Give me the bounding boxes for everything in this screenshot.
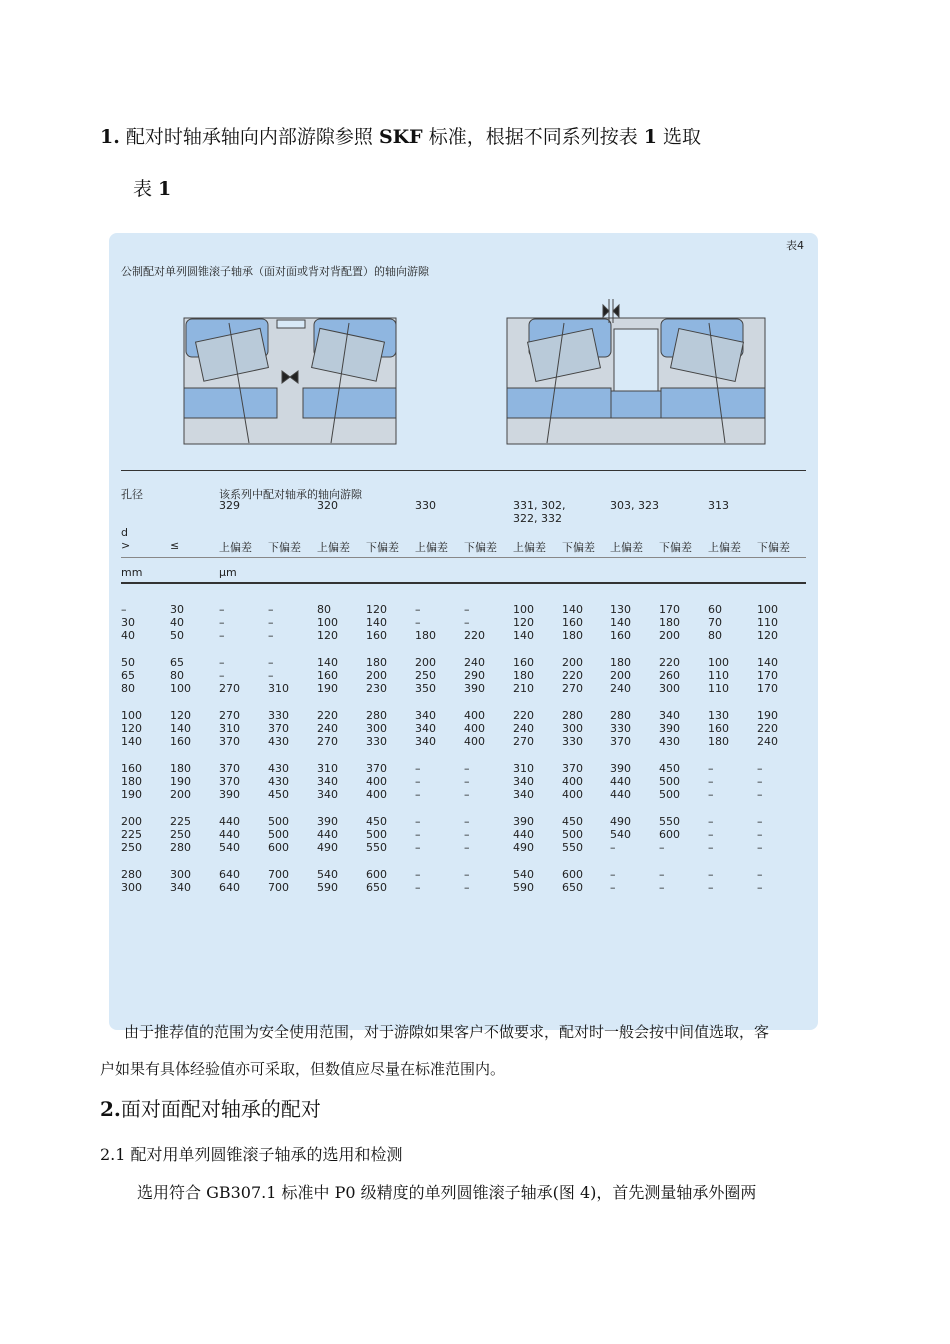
table-cell-group: 280 330 370: [610, 709, 631, 749]
lower-header: 下偏差: [562, 541, 595, 554]
table-cell-group: 200 250 350: [415, 656, 436, 696]
series-header: 331, 302,: [513, 499, 566, 512]
table-cell-group: 540 590: [513, 868, 534, 895]
table-cell-group: – – –: [757, 815, 763, 855]
table-cell-group: 100 110 110: [708, 656, 729, 696]
table-cell-group: 300 340: [170, 868, 191, 895]
series-header: 320: [317, 499, 338, 512]
subsection-heading: 2.1 配对用单列圆锥滚子轴承的选用和检测: [100, 1145, 403, 1164]
series-header: 330: [415, 499, 436, 512]
table-cell-group: 640 640: [219, 868, 240, 895]
table-cell-group: 30 40 50: [170, 603, 184, 643]
table-cell-group: – – 220: [464, 603, 485, 643]
table-cell-group: – – –: [415, 762, 421, 802]
table-cell-group: 330 370 430: [268, 709, 289, 749]
table-cell-group: 310 340 340: [317, 762, 338, 802]
upper-header: 上偏差: [610, 541, 643, 554]
lower-header: 下偏差: [268, 541, 301, 554]
table-cell-group: 450 500 550: [366, 815, 387, 855]
table-cell-group: – – –: [415, 815, 421, 855]
table-top-rule: [121, 470, 806, 471]
note-line-1: 由于推荐值的范围为安全使用范围，对于游隙如果客户不做要求，配对时一般会按中间值选取，客: [124, 1023, 770, 1041]
table-cell-group: 60 70 80: [708, 603, 722, 643]
header-divider: [121, 557, 806, 558]
clearance-group-header: 该系列中配对轴承的轴向游隙: [219, 488, 362, 501]
table-cell-group: 550 600 –: [659, 815, 680, 855]
table-cell-group: 270 310 370: [219, 709, 240, 749]
table-cell-group: 280 300: [121, 868, 142, 895]
table-cell-group: 430 430 450: [268, 762, 289, 802]
table-cell-group: 540 590: [317, 868, 338, 895]
table-cell-group: 490 540 –: [610, 815, 631, 855]
upper-header: 上偏差: [415, 541, 448, 554]
upper-header: 上偏差: [513, 541, 546, 554]
table-cell-group: 100 120 140: [121, 709, 142, 749]
table-cell-group: 80 100 120: [317, 603, 338, 643]
table-cell-group: 100 110 120: [757, 603, 778, 643]
section-heading-1: 1. 配对时轴承轴向内部游隙参照 SKF 标准，根据不同系列按表 1 选取: [100, 126, 702, 148]
table-caption: 表 1: [133, 178, 172, 200]
table-cell-group: 220 240 270: [513, 709, 534, 749]
table-cell-group: – – –: [464, 762, 470, 802]
table-cell-group: 700 700: [268, 868, 289, 895]
table-cell-group: – – –: [708, 815, 714, 855]
gt-header: >: [121, 539, 131, 552]
series-header: 322, 332: [513, 512, 562, 525]
table-cell-group: – – 310: [268, 656, 289, 696]
table-cell-group: 130 140 160: [610, 603, 631, 643]
table-cell-group: – –: [757, 868, 763, 895]
lower-header: 下偏差: [366, 541, 399, 554]
section-heading-2: 2.面对面配对轴承的配对: [100, 1097, 321, 1121]
series-header: 329: [219, 499, 240, 512]
upper-header: 上偏差: [219, 541, 252, 554]
table-cell-group: 120 140 160: [366, 603, 387, 643]
table-cell-group: 340 340 340: [415, 709, 436, 749]
bore-header: 孔径: [121, 488, 143, 501]
unit-mm: mm: [121, 566, 143, 579]
table-cell-group: 180 200 230: [366, 656, 387, 696]
table-cell-group: 140 170 170: [757, 656, 778, 696]
table-cell-group: 180 190 200: [170, 762, 191, 802]
table-cell-group: 370 370 390: [219, 762, 240, 802]
upper-header: 上偏差: [708, 541, 741, 554]
figure-tag: 表4: [786, 239, 804, 252]
table-cell-group: 50 65 80: [121, 656, 135, 696]
body-paragraph: 选用符合 GB307.1 标准中 P0 级精度的单列圆锥滚子轴承(图 4)，首先测量轴承外圈两: [137, 1183, 757, 1202]
table-cell-group: 600 650: [366, 868, 387, 895]
figure-title: 公制配对单列圆锥滚子轴承（面对面或背对背配置）的轴向游隙: [121, 265, 429, 278]
table-cell-group: 180 200 240: [610, 656, 631, 696]
table-cell-group: 280 300 330: [366, 709, 387, 749]
table-cell-group: 390 440 490: [317, 815, 338, 855]
table-cell-group: 160 180 210: [513, 656, 534, 696]
table-cell-group: 100 120 140: [513, 603, 534, 643]
table-cell-group: 370 400 400: [366, 762, 387, 802]
table-cell-group: 280 300 330: [562, 709, 583, 749]
table-cell-group: 140 160 190: [317, 656, 338, 696]
series-header: 303, 323: [610, 499, 659, 512]
table-cell-group: 220 240 270: [317, 709, 338, 749]
table-cell-group: 240 290 390: [464, 656, 485, 696]
table-cell-group: 225 250 280: [170, 815, 191, 855]
table-cell-group: – – 180: [415, 603, 436, 643]
table-cell-group: 65 80 100: [170, 656, 191, 696]
le-header: ≤: [170, 539, 180, 552]
table-cell-group: 390 440 440: [610, 762, 631, 802]
table-cell-group: – – –: [757, 762, 763, 802]
table-cell-group: – – –: [464, 815, 470, 855]
table-cell-group: 440 440 540: [219, 815, 240, 855]
table-cell-group: 220 260 300: [659, 656, 680, 696]
table-cell-group: – –: [708, 868, 714, 895]
table-cell-group: 450 500 550: [562, 815, 583, 855]
table-cell-group: – – –: [219, 603, 225, 643]
table-cell-group: 340 390 430: [659, 709, 680, 749]
table-cell-group: 130 160 180: [708, 709, 729, 749]
lower-header: 下偏差: [757, 541, 790, 554]
note-line-2: 户如果有具体经验值亦可采取，但数值应尽量在标准范围内。: [100, 1060, 506, 1078]
table-cell-group: 390 440 490: [513, 815, 534, 855]
table-cell-group: – – 270: [219, 656, 240, 696]
table-cell-group: 370 400 400: [562, 762, 583, 802]
table-cell-group: – –: [659, 868, 665, 895]
table-cell-group: 500 500 600: [268, 815, 289, 855]
clearance-table-figure: [109, 233, 818, 1030]
table-cell-group: – –: [610, 868, 616, 895]
table-cell-group: 190 220 240: [757, 709, 778, 749]
table-cell-group: 450 500 500: [659, 762, 680, 802]
series-header: 313: [708, 499, 729, 512]
table-cell-group: 400 400 400: [464, 709, 485, 749]
d-header: d: [121, 526, 128, 539]
bearing-arrangement-drawing: [109, 293, 818, 448]
table-cell-group: 140 160 180: [562, 603, 583, 643]
table-cell-group: 120 140 160: [170, 709, 191, 749]
table-header-rule: [121, 582, 806, 584]
table-cell-group: 170 180 200: [659, 603, 680, 643]
lower-header: 下偏差: [464, 541, 497, 554]
table-cell-group: – – –: [708, 762, 714, 802]
unit-um: μm: [219, 566, 237, 579]
table-cell-group: 600 650: [562, 868, 583, 895]
table-cell-group: – –: [415, 868, 421, 895]
table-cell-group: – –: [464, 868, 470, 895]
table-cell-group: 200 220 270: [562, 656, 583, 696]
table-cell-group: 310 340 340: [513, 762, 534, 802]
upper-header: 上偏差: [317, 541, 350, 554]
table-cell-group: 200 225 250: [121, 815, 142, 855]
lower-header: 下偏差: [659, 541, 692, 554]
table-cell-group: – – –: [268, 603, 274, 643]
table-cell-group: 160 180 190: [121, 762, 142, 802]
table-cell-group: – 30 40: [121, 603, 135, 643]
